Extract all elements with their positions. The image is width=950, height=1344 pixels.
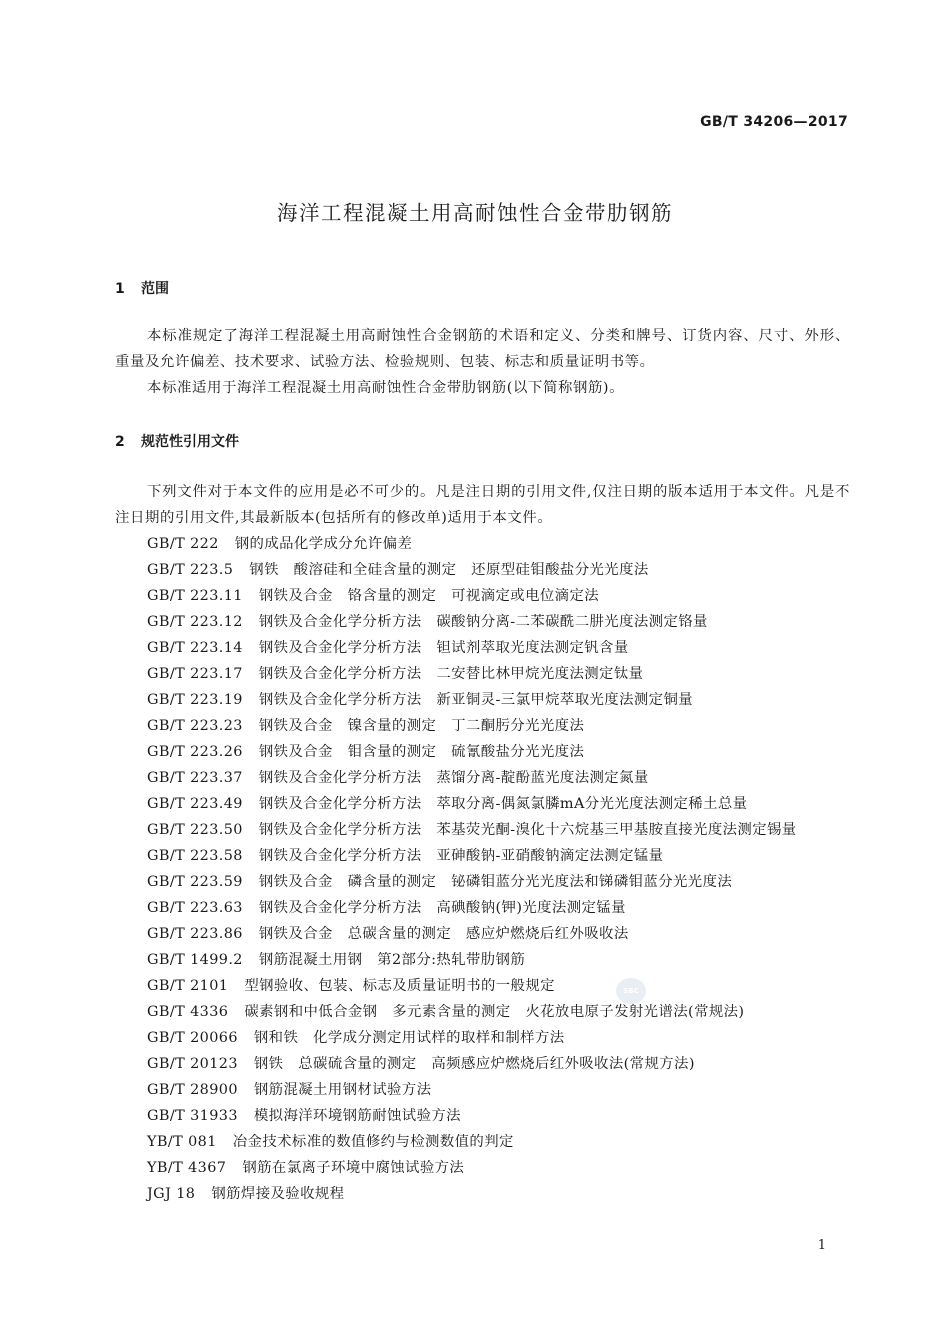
- reference-code: GB/T 223.59: [147, 874, 243, 890]
- reference-title: 钢铁及合金化学分析方法 二安替比林甲烷光度法测定钛量: [258, 666, 644, 682]
- reference-code: GB/T 223.58: [147, 848, 243, 864]
- reference-code: YB/T 4367: [147, 1160, 227, 1176]
- reference-title: 冶金技术标准的数值修约与检测数值的判定: [232, 1134, 514, 1150]
- reference-code: GB/T 2101: [147, 978, 229, 994]
- reference-code: GB/T 223.50: [147, 822, 243, 838]
- reference-title: 钢筋在氯离子环境中腐蚀试验方法: [242, 1160, 465, 1176]
- section-1-heading: [115, 278, 169, 298]
- reference-title: 钢铁及合金化学分析方法 钽试剂萃取光度法测定钒含量: [258, 640, 629, 656]
- reference-code: GB/T 31933: [147, 1108, 238, 1124]
- reference-item: [115, 1025, 850, 1051]
- scope-paragraph-2: 本标准适用于海洋工程混凝土用高耐蚀性合金带肋钢筋(以下简称钢筋)。: [147, 380, 625, 396]
- reference-item: [115, 1077, 850, 1103]
- reference-code: YB/T 081: [147, 1134, 217, 1150]
- reference-code: GB/T 223.17: [147, 666, 243, 682]
- reference-code: GB/T 20066: [147, 1030, 238, 1046]
- reference-item: [115, 739, 850, 765]
- reference-item: [115, 583, 850, 609]
- reference-item: [115, 895, 850, 921]
- reference-item: [115, 921, 850, 947]
- reference-item: [115, 973, 850, 999]
- reference-item: [115, 1129, 850, 1155]
- reference-item: [115, 661, 850, 687]
- reference-title: 钢的成品化学成分允许偏差: [234, 536, 413, 552]
- reference-item: [115, 687, 850, 713]
- reference-title: 钢铁及合金化学分析方法 新亚铜灵-三氯甲烷萃取光度法测定铜量: [258, 692, 694, 708]
- section-title: 规范性引用文件: [141, 434, 239, 450]
- reference-item: [115, 947, 850, 973]
- watermark-logo: SBC: [616, 978, 646, 1004]
- reference-title: 钢和铁 化学成分测定用试样的取样和制样方法: [253, 1030, 565, 1046]
- reference-title: 钢铁及合金化学分析方法 苯基荧光酮-溴化十六烷基三甲基胺直接光度法测定锡量: [258, 822, 797, 838]
- reference-code: GB/T 223.63: [147, 900, 243, 916]
- reference-code: GB/T 4336: [147, 1004, 229, 1020]
- reference-code: GB/T 20123: [147, 1056, 238, 1072]
- standard-code: GB/T 34206—2017: [700, 114, 848, 130]
- reference-title: 模拟海洋环境钢筋耐蚀试验方法: [253, 1108, 461, 1124]
- reference-code: GB/T 1499.2: [147, 952, 243, 968]
- reference-code: GB/T 223.37: [147, 770, 243, 786]
- reference-title: 碳素钢和中低合金钢 多元素含量的测定 火花放电原子发射光谱法(常规法): [244, 1004, 745, 1020]
- reference-code: GB/T 223.12: [147, 614, 243, 630]
- reference-item: [115, 1155, 850, 1181]
- reference-item: [115, 635, 850, 661]
- section-2-heading: [115, 431, 239, 451]
- reference-title: 钢铁及合金 总碳含量的测定 感应炉燃烧后红外吸收法: [258, 926, 629, 942]
- reference-code: GB/T 222: [147, 536, 219, 552]
- reference-title: 钢筋混凝土用钢材试验方法: [253, 1082, 432, 1098]
- reference-title: 钢铁及合金 镍含量的测定 丁二酮肟分光光度法: [258, 718, 585, 734]
- reference-code: GB/T 223.14: [147, 640, 243, 656]
- reference-title: 钢筋焊接及验收规程: [211, 1186, 345, 1202]
- reference-item: [115, 999, 850, 1025]
- reference-item: [115, 1181, 850, 1207]
- reference-code: GB/T 223.26: [147, 744, 243, 760]
- reference-title: 钢铁及合金 钼含量的测定 硫氰酸盐分光光度法: [258, 744, 585, 760]
- reference-title: 钢铁及合金化学分析方法 亚砷酸钠-亚硝酸钠滴定法测定锰量: [258, 848, 664, 864]
- reference-item: [115, 531, 850, 557]
- reference-item: [115, 557, 850, 583]
- reference-item: [115, 869, 850, 895]
- reference-item: [115, 765, 850, 791]
- page-number: 1: [817, 1238, 826, 1253]
- normative-reference-list: [115, 531, 850, 1207]
- reference-title: 钢铁及合金 铬含量的测定 可视滴定或电位滴定法: [258, 588, 600, 604]
- reference-item: [115, 609, 850, 635]
- reference-title: 钢铁及合金化学分析方法 高碘酸钠(钾)光度法测定锰量: [258, 900, 626, 916]
- reference-code: GB/T 223.5: [147, 562, 234, 578]
- reference-title: 型钢验收、包装、标志及质量证明书的一般规定: [244, 978, 555, 994]
- reference-code: GB/T 223.11: [147, 588, 243, 604]
- section-number: 2: [115, 434, 125, 450]
- section-title: 范围: [141, 281, 169, 297]
- reference-item: [115, 843, 850, 869]
- reference-title: 钢铁及合金化学分析方法 蒸馏分离-靛酚蓝光度法测定氮量: [258, 770, 649, 786]
- reference-title: 钢铁 酸溶硅和全硅含量的测定 还原型硅钼酸盐分光光度法: [249, 562, 649, 578]
- reference-code: GB/T 223.19: [147, 692, 243, 708]
- section-number: 1: [115, 281, 125, 297]
- reference-title: 钢铁 总碳硫含量的测定 高频感应炉燃烧后红外吸收法(常规方法): [253, 1056, 695, 1072]
- reference-title: 钢铁及合金化学分析方法 萃取分离-偶氮氯膦mA分光光度法测定稀土总量: [258, 796, 748, 812]
- references-intro-paragraph: 下列文件对于本文件的应用是必不可少的。凡是注日期的引用文件,仅注日期的版本适用于本文件。凡是不注日期的引用文件,其最新版本(包括所有的修改单)适用于本文件。: [115, 484, 850, 526]
- reference-item: [115, 1103, 850, 1129]
- reference-title: 钢铁及合金化学分析方法 碳酸钠分离-二苯碳酰二肼光度法测定铬量: [258, 614, 708, 630]
- reference-title: 钢筋混凝土用钢 第2部分:热轧带肋钢筋: [258, 952, 526, 968]
- reference-code: JGJ 18: [147, 1186, 196, 1202]
- reference-item: [115, 791, 850, 817]
- reference-code: GB/T 223.23: [147, 718, 243, 734]
- reference-code: GB/T 223.86: [147, 926, 243, 942]
- reference-code: GB/T 223.49: [147, 796, 243, 812]
- scope-paragraph-1: 本标准规定了海洋工程混凝土用高耐蚀性合金钢筋的术语和定义、分类和牌号、订货内容、尺寸、外形、重量及允许偏差、技术要求、试验方法、检验规则、包装、标志和质量证明书等。: [115, 328, 850, 370]
- reference-item: [115, 1051, 850, 1077]
- reference-item: [115, 713, 850, 739]
- reference-item: [115, 817, 850, 843]
- document-title: 海洋工程混凝土用高耐蚀性合金带肋钢筋: [277, 201, 673, 225]
- reference-code: GB/T 28900: [147, 1082, 238, 1098]
- reference-title: 钢铁及合金 磷含量的测定 铋磷钼蓝分光光度法和锑磷钼蓝分光光度法: [258, 874, 733, 890]
